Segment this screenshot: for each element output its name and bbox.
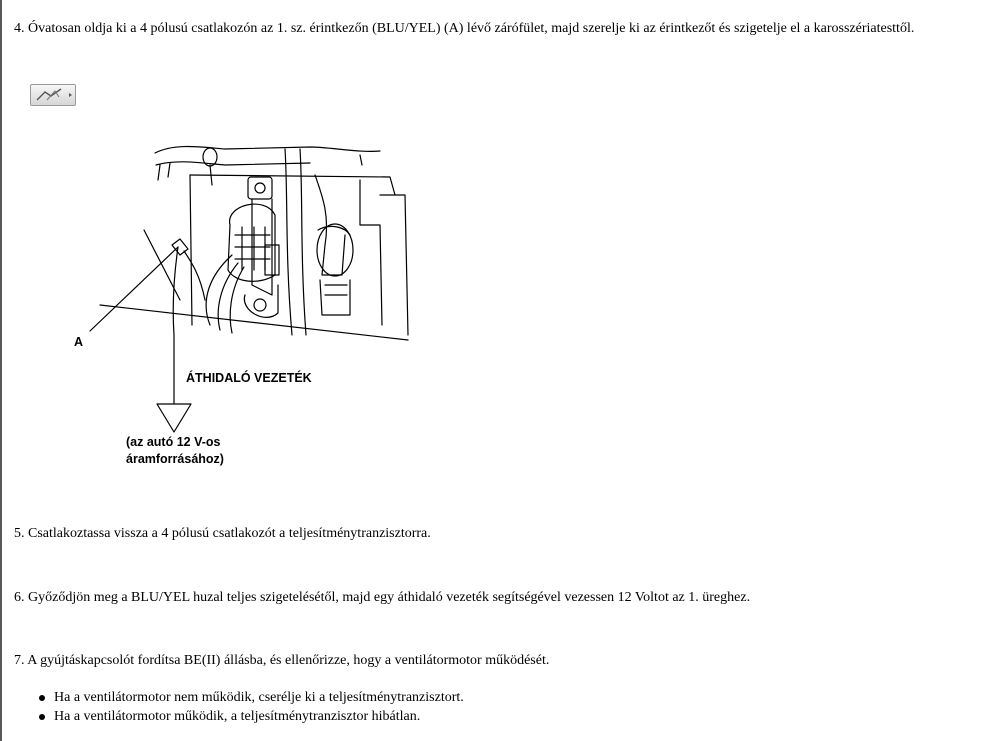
step-7-bullet-list <box>36 688 464 726</box>
label-jumper-wire: ÁTHIDALÓ VEZETÉK <box>186 371 312 385</box>
label-power-source-line1: (az autó 12 V-os <box>126 435 221 449</box>
step-6-text: 6. Győződjön meg a BLU/YEL huzal teljes szigetelésétől, majd egy áthidaló vezeték segítségével vezessen 12 Voltot az 1. üreghez. <box>14 590 751 605</box>
list-item: Ha a ventilátormotor nem működik, cserélje ki a teljesítménytranzisztort. <box>36 688 464 707</box>
list-item: Ha a ventilátormotor működik, a teljesítménytranzisztor hibátlan. <box>36 707 464 726</box>
zoom-figure-button[interactable] <box>30 84 76 106</box>
label-a: A <box>74 335 84 349</box>
step-4-text: 4. Óvatosan oldja ki a 4 pólusú csatlakozón az 1. sz. érintkezőn (BLU/YEL) (A) lévő zárófület, majd szerelje ki az érintkezőt és szigetelje el a karosszériatesttől. <box>14 21 915 36</box>
window-left-border <box>0 0 2 741</box>
step-5-text: 5. Csatlakoztassa vissza a 4 pólusú csatlakozót a teljesítménytranzisztorra. <box>14 526 431 541</box>
label-power-source-line2: áramforrásához) <box>126 452 224 466</box>
step-7-text: 7. A gyújtáskapcsolót fordítsa BE(II) állásba, és ellenőrizze, hogy a ventilátormotor működését. <box>14 653 550 668</box>
zoom-figure-icon <box>31 85 75 105</box>
connector-illustration <box>60 135 420 475</box>
